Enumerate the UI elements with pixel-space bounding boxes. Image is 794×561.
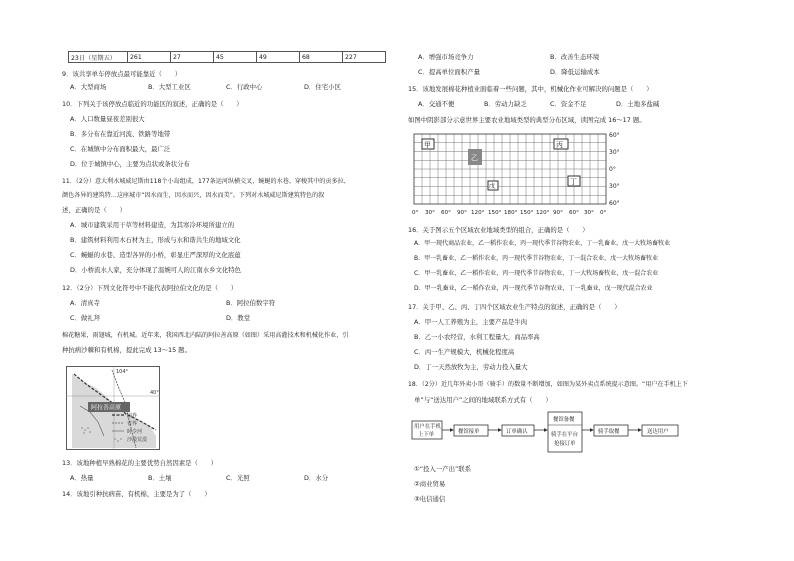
q9-option-c: C．行政中心 [226, 83, 263, 91]
region-label-yi: 乙 [471, 154, 478, 162]
q13-option-c: C．光照 [226, 474, 250, 482]
q12-stem: 12．（2分）下列文化符号中不能代表阿拉伯文化的是（ ） [62, 284, 238, 292]
region-label-ding: 丁 [570, 178, 577, 186]
q15-option-d: D．土地多盐碱 [616, 100, 660, 108]
intro-13-15-1: 棉花糖果，雨翅城，有机城。近年来，我国西北内陆的阿拉善高原（如图）采用高灌技术和机械化作业，引 [62, 332, 349, 339]
table-cell: 23日（星期五） [69, 52, 128, 63]
flow-step-rider-platform-2: 抢接订单 [554, 441, 576, 447]
q11-stem-3: 述，正确的是（ ） [62, 206, 126, 214]
q15-stem: 15．该地发展棉花种植业面临着一些问题，其中，机械化作业可解决的问题是（ ） [408, 85, 653, 93]
legend-item: 时令河 [127, 429, 143, 435]
lon-label: 150° [488, 210, 502, 216]
q9-stem: 9．该共享单车停放点最可能靠近（ ） [62, 70, 182, 78]
q16-stem: 16．关于图示五个区域农业地域类型的组合，正确的是（ ） [408, 226, 589, 234]
legend-item: 沙漠荒漠 [127, 437, 148, 443]
agriculture-grid-map [410, 128, 634, 218]
lon-label: 0° [412, 210, 419, 216]
q14-option-a: A．增强市场竞争力 [418, 53, 474, 61]
table-cell: 45 [214, 52, 257, 63]
q13-option-a: A．热量 [70, 474, 94, 482]
q10-option-b: B．多分布在靠近河流、铁路等地带 [70, 130, 171, 138]
q11-option-a: A．城市建筑采用干草等材料建造，为其寒冷环境所建立的 [70, 221, 235, 229]
flow-step-rider-pickup: 骑手取餐 [598, 429, 620, 435]
q14-stem: 14．该地引种抗病苗、有机棉，主要是为了（ ） [62, 490, 211, 498]
q15-option-c: C．资金不足 [550, 100, 587, 108]
region-label-wu: 戊 [489, 183, 496, 190]
lon-label: 120° [471, 210, 485, 216]
flow-step-prepare: 餐馆备餐 [553, 417, 575, 423]
flow-step-user-order-1: 用户在手机 [414, 424, 441, 430]
q13-option-d: D．水分 [304, 474, 329, 482]
data-table [68, 51, 386, 63]
q9-option-d: D．住宅小区 [304, 83, 341, 91]
q12-option-a: A．清真寺 [70, 299, 100, 307]
lon-label: 30° [584, 210, 594, 216]
table-cell: 68 [300, 52, 343, 63]
lat-label: 60° [609, 200, 620, 207]
q12-option-b: B．阿拉伯数字符 [226, 299, 276, 307]
q18-item-2: ②商业贸易 [414, 480, 446, 488]
q10-stem: 10．下列关于该停放点临近的功能区的叙述，正确的是（ ） [62, 100, 243, 108]
lon-label: 90° [553, 210, 563, 216]
q11-option-d: D．小桥流水人家，充分体现了温婉可人的江南水乡文化特色 [70, 266, 242, 274]
q11-option-c: C．蜿蜒的水巷、造型各异的小桥，彰显庄严深厚的文化底蕴 [70, 251, 241, 259]
q17-option-c: C．丙一生产规模大，机械化程度高 [414, 348, 515, 356]
map-lon-label: 104° [116, 369, 129, 375]
map-legend [110, 411, 170, 447]
lon-label: 150° [520, 210, 534, 216]
lon-label: 120° [536, 210, 550, 216]
q13-option-b: B．土壤 [148, 474, 172, 482]
flow-step-restaurant-accept: 餐馆接单 [458, 429, 480, 435]
q18-stem-1: 18．（2分）近几年外卖小哥（骑手）的数量不断增加，如图为某外卖点系统提示意图。“用户在手机上下 [408, 381, 688, 388]
table-cell: 261 [128, 52, 171, 63]
q17-option-a: A．甲一人工养殖为主，主要产品是牛肉 [414, 318, 528, 326]
q16-option-c: C．甲一乳畜业，乙一稻作农业，丙一现代季节谷物农业，丁一大牧场畜牧业，戊一混合农业 [414, 270, 659, 277]
q10-option-d: D．位于城镇中心，主要为点状或条状分布 [70, 160, 190, 168]
lat-label: 30° [609, 183, 620, 190]
q11-stem-2: 颜色各异的建筑特…这座城市“因水而生，因水而兴，因水而美”。下列对水城威尼斯建筑特色的叙 [62, 192, 325, 199]
q16-option-d: D．甲一乳畜业，乙一稻作农业，丙一现代季节谷物农业，丁一乳畜业，戊一现代混合农业 [414, 285, 653, 292]
q17-stem: 17．关于甲、乙、丙、丁四个区域农业生产特点的叙述，正确的是（ ） [408, 303, 621, 311]
lat-label: 60° [609, 132, 620, 139]
q10-option-a: A．人口数量昼夜差别很大 [70, 115, 145, 123]
q18-item-3: ③电信通信 [414, 495, 446, 503]
lon-label: 60° [441, 210, 451, 216]
map-lat-label: 40° [150, 390, 159, 396]
q14-option-c: C．提高单位面积产量 [418, 68, 480, 76]
q10-option-c: C．在城镇中分布面积最大，最广泛 [70, 145, 171, 153]
map-region-label: 阿拉善高原 [91, 404, 122, 412]
region-label-bing: 丙 [556, 141, 563, 149]
intro-16-17: 如图中阴影部分示意世界主要农业地域类型的典型分布区域，读图完成 16～17 题。 [408, 116, 646, 124]
q14-option-d: D．降低运输成本 [550, 68, 600, 76]
lon-label: 30° [425, 210, 435, 216]
lat-label: 30° [609, 149, 620, 156]
flow-step-user-order-2: 上下单 [418, 432, 435, 438]
q17-option-b: B．乙一小农经营，水利工程量大，商品率高 [414, 333, 540, 341]
q9-option-a: A．大型商场 [70, 83, 107, 91]
legend-item: 省界 [127, 421, 138, 427]
lon-label: 180° [504, 210, 518, 216]
q13-stem: 13．该地种植早熟棉花的主要优势自然因素是（ ） [62, 459, 218, 467]
q15-option-b: B．劳动力缺乏 [484, 100, 527, 108]
q17-option-d: D．丁一天然放牧为主，劳动力投入量大 [414, 363, 528, 371]
q14-option-b: B．改善生态环境 [550, 53, 600, 61]
lon-label: 0° [600, 210, 607, 216]
q15-option-a: A．交通不便 [418, 100, 455, 108]
table-row [69, 52, 386, 63]
intro-13-15-2: 种抗病沙棘和有机棉，提此完成 13～15 题。 [62, 346, 191, 354]
table-cell: 227 [343, 52, 386, 63]
q16-option-a: A．甲一现代商品农业，乙一稻作农业，丙一现代季节谷物农业，丁一乳畜业，戊一大牧场畜牧业 [414, 240, 671, 247]
q11-stem-1: 11．（2分）意大利水城威尼斯由118个小岛组成，177条运河纵横交叉，蜿蜒的水巷、穿梭其中的贡多拉、 [62, 178, 350, 185]
lat-label: 0° [609, 166, 616, 173]
legend-item: 国界 [127, 413, 138, 419]
flow-step-delivered: 送达用户 [647, 429, 669, 435]
q12-option-c: C．做礼拜 [70, 314, 101, 322]
q18-stem-2: 单”与“送达用户”之间的地域联系方式有（ ） [414, 396, 552, 404]
q12-option-d: D．教堂 [226, 314, 251, 322]
table-cell: 27 [171, 52, 214, 63]
flow-step-rider-platform-1: 骑手在平台 [551, 432, 578, 438]
delivery-flow-diagram [410, 408, 690, 458]
region-label-jia: 甲 [424, 141, 431, 149]
lon-label: 90° [457, 210, 467, 216]
q16-option-b: B．甲一乳畜业，乙一稻作农业，丙一现代季节谷物农业，丁一混合农业，戊一大牧场畜牧业 [414, 255, 659, 262]
table-cell: 49 [257, 52, 300, 63]
q11-option-b: B．建筑材料利用木石材为主，形成与水和谐共生的地域文化 [70, 236, 241, 244]
q9-option-b: B．大型工业区 [148, 83, 191, 91]
lon-label: 60° [569, 210, 579, 216]
q18-item-1: ①“投入一产出”联系 [414, 465, 472, 473]
flow-step-order-confirm: 订单确认 [506, 429, 528, 435]
